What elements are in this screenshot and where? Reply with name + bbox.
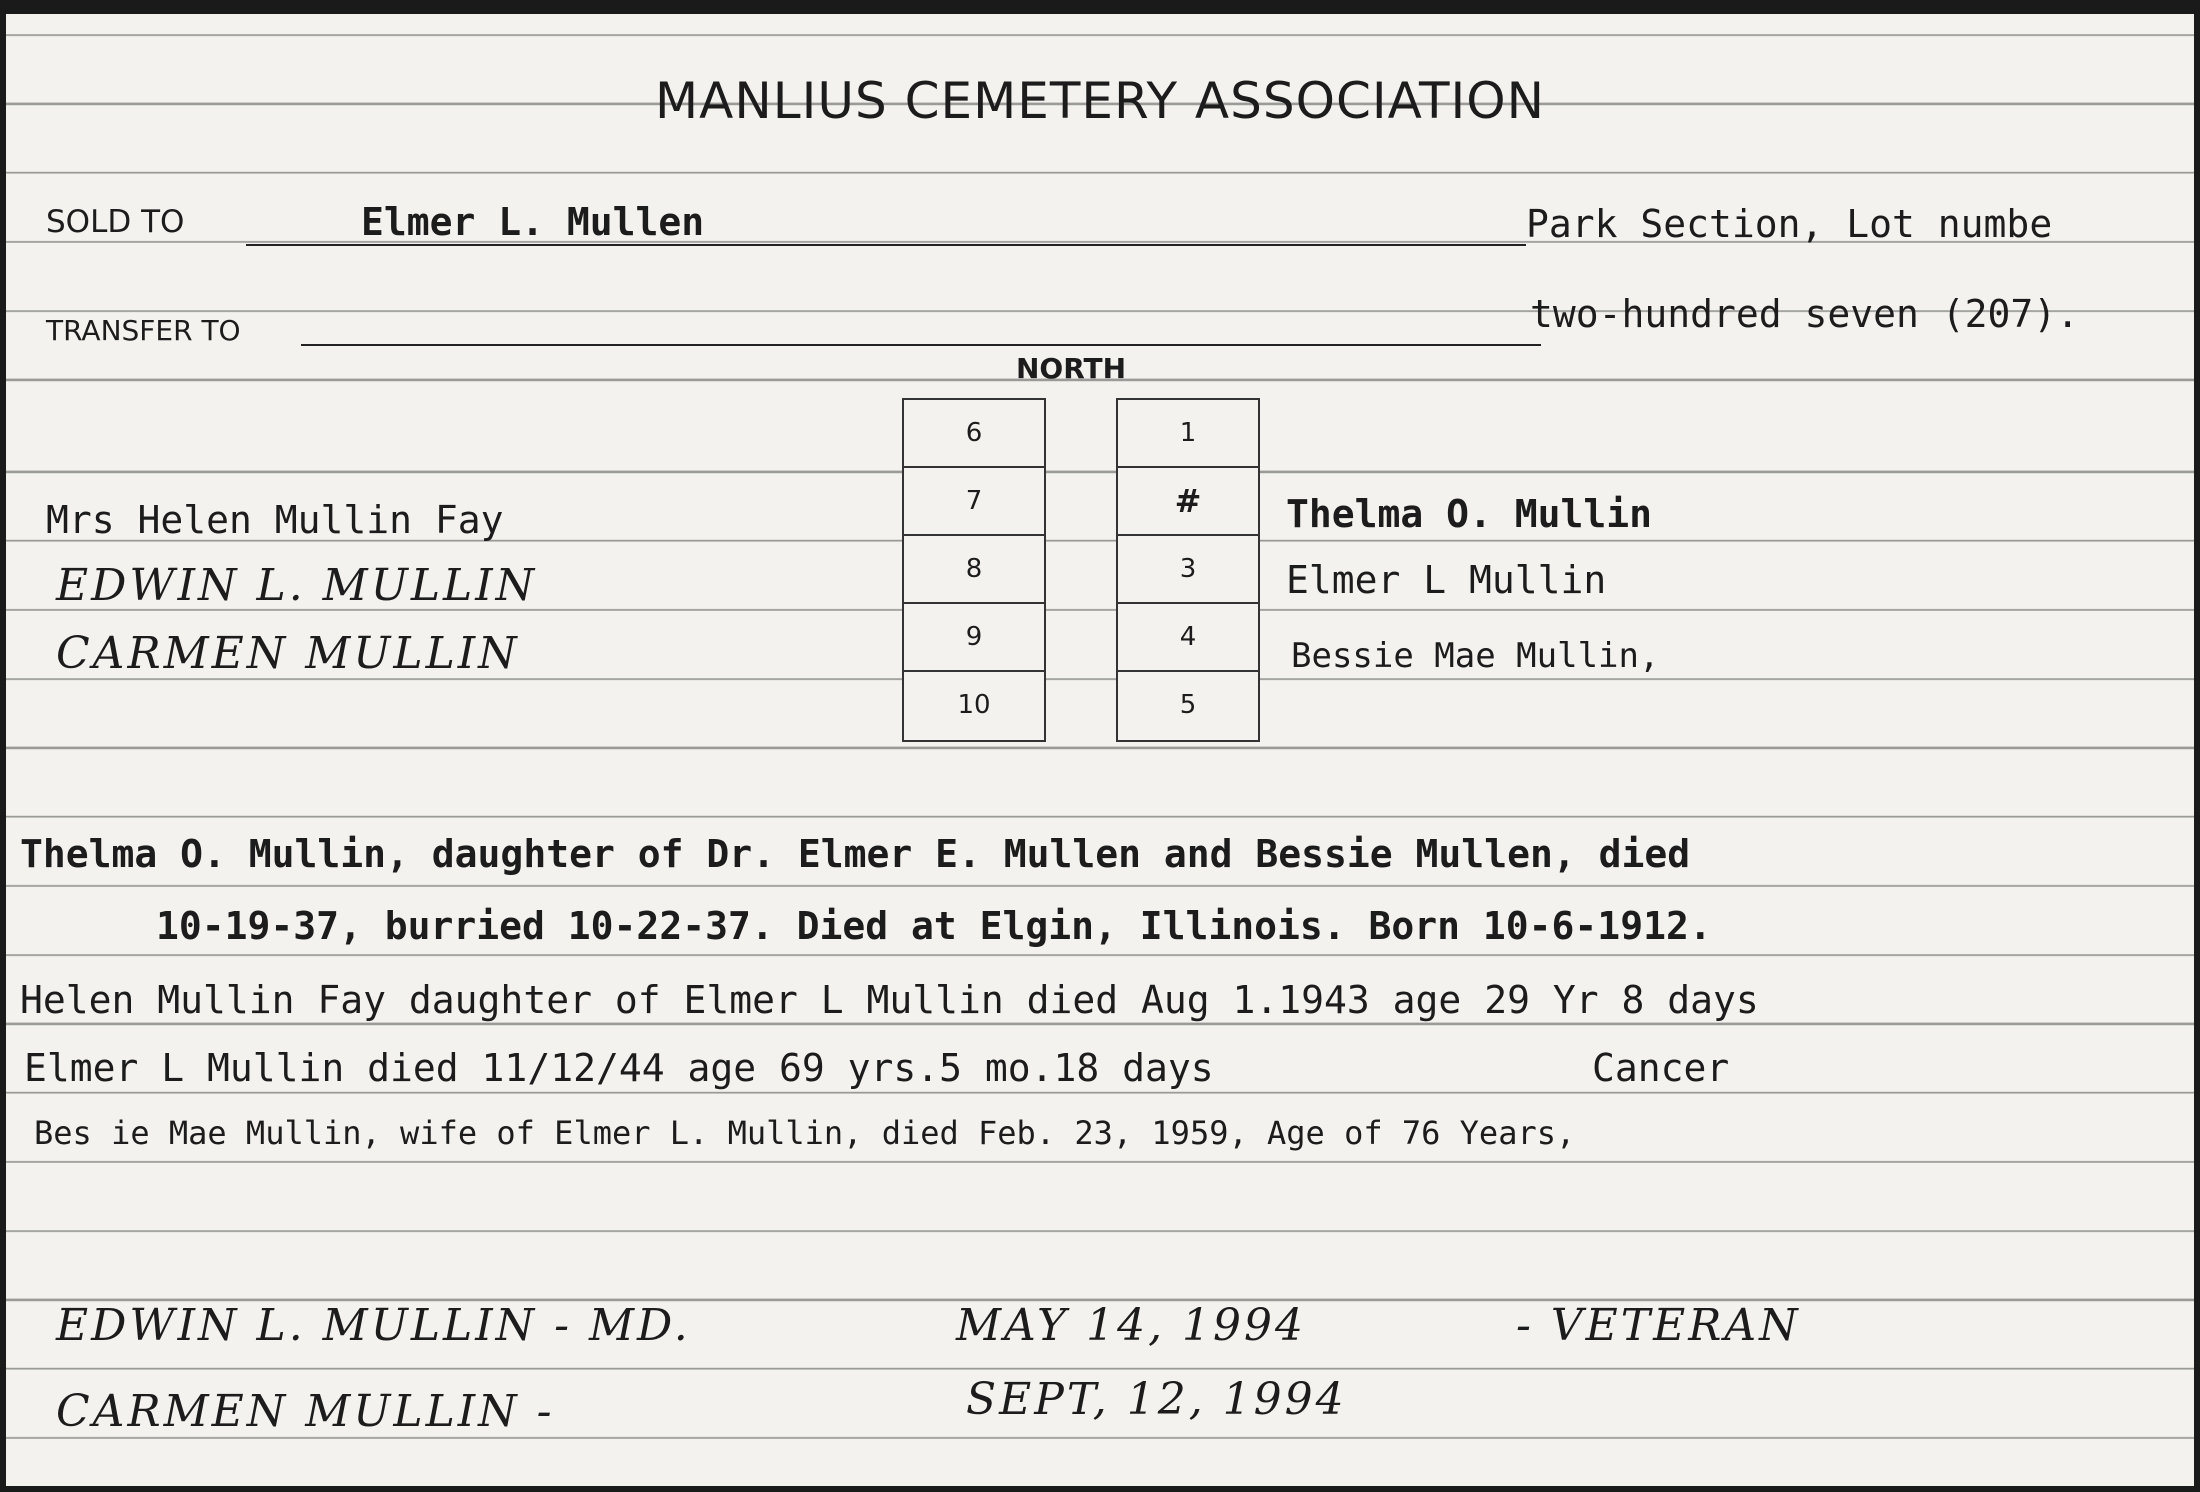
left-name-helen: Mrs Helen Mullin Fay (46, 498, 504, 542)
plot-cell: 8 (904, 536, 1044, 604)
north-label: NORTH (1016, 352, 1127, 385)
left-name-edwin: EDWIN L. MULLIN (56, 560, 538, 611)
handwritten-edwin-date: MAY 14, 1994 (956, 1300, 1307, 1351)
note-helen: Helen Mullin Fay daughter of Elmer L Mullin died Aug 1.1943 age 29 Yr 8 days (20, 978, 1759, 1022)
sold-to-value: Elmer L. Mullen (361, 200, 705, 244)
right-name-thelma: Thelma O. Mullin (1286, 492, 1653, 536)
plot-cell: 9 (904, 604, 1044, 672)
handwritten-edwin-name: EDWIN L. MULLIN - MD. (56, 1300, 691, 1351)
note-bessie: Bes ie Mae Mullin, wife of Elmer L. Mullin, died Feb. 23, 1959, Age of 76 Years, (34, 1114, 1576, 1152)
handwritten-edwin-note: - VETERAN (1516, 1300, 1801, 1351)
sold-to-label: SOLD TO (46, 204, 185, 240)
note-elmer-cause: Cancer (1592, 1046, 1730, 1090)
note-thelma-line2: 10-19-37, burried 10-22-37. Died at Elgin, Illinois. Born 10-6-1912. (156, 904, 1712, 948)
note-thelma-line1: Thelma O. Mullin, daughter of Dr. Elmer E. Mullen and Bessie Mullen, died (20, 832, 1691, 876)
plot-cell: 3 (1118, 536, 1258, 604)
cemetery-record-card (6, 14, 2194, 1486)
plot-grid-left (902, 398, 1046, 742)
plot-cell: 5 (1179, 690, 1197, 720)
plot-cell: 1 (1118, 400, 1258, 468)
transfer-to-label: TRANSFER TO (46, 314, 241, 347)
sold-to-line (246, 244, 1526, 246)
handwritten-carmen-name: CARMEN MULLIN - (56, 1386, 555, 1437)
right-name-bessie: Bessie Mae Mullin, (1291, 636, 1660, 676)
plot-grid-right (1116, 398, 1260, 742)
left-name-carmen: CARMEN MULLIN (56, 628, 520, 679)
card-title: MANLIUS CEMETERY ASSOCIATION (655, 72, 1545, 130)
plot-cell: 4 (1118, 604, 1258, 672)
right-name-elmer: Elmer L Mullin (1286, 558, 1607, 602)
transfer-to-line (301, 344, 1541, 346)
lot-description-line2: two-hundred seven (207). (1530, 292, 2080, 336)
plot-cell: 6 (904, 400, 1044, 468)
plot-cell: 10 (957, 690, 991, 720)
lot-description-line1: Park Section, Lot numbe (1526, 202, 2053, 246)
plot-cell: # (1118, 468, 1258, 536)
handwritten-carmen-date: SEPT, 12, 1994 (966, 1374, 1347, 1425)
plot-cell: 7 (904, 468, 1044, 536)
note-elmer: Elmer L Mullin died 11/12/44 age 69 yrs.5 mo.18 days (24, 1046, 1214, 1090)
